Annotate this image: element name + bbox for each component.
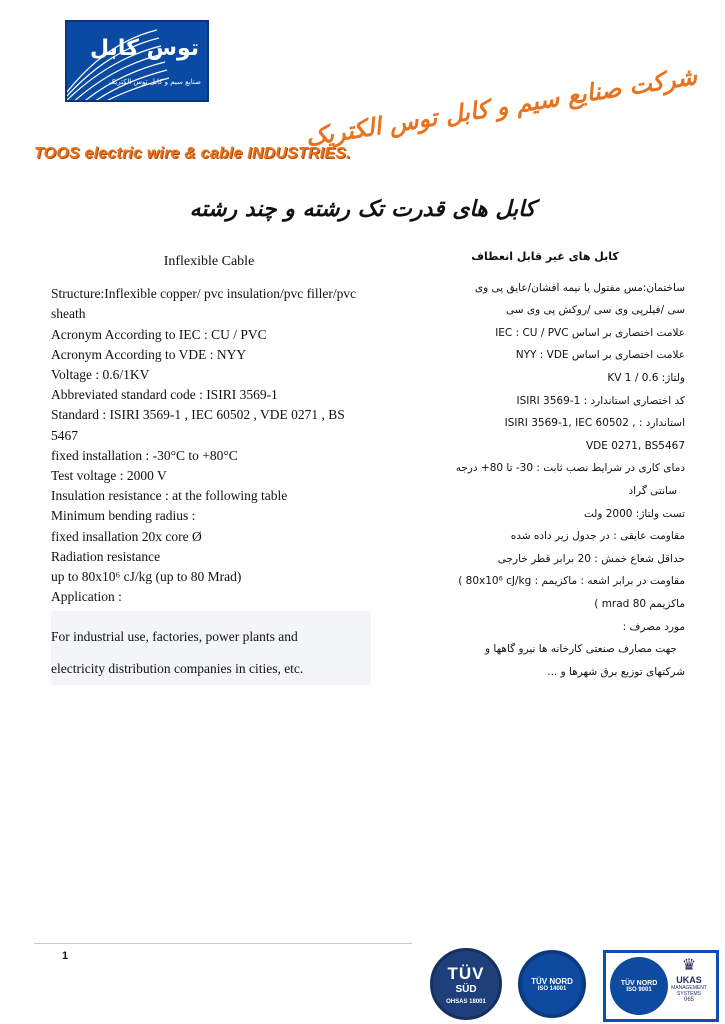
application-line: For industrial use, factories, power plants and <box>51 629 298 645</box>
spec-line-bending-value: fixed insallation 20x core Ø <box>51 528 202 544</box>
fa-line: سانتی گراد <box>628 484 677 497</box>
spec-line-structure: Structure:Inflexible copper/ pvc insulation/pvc filler/pvc sheath <box>51 286 357 322</box>
badge-name: TÜV <box>447 963 485 983</box>
spec-line-iec: Acronym According to IEC : CU / PVC <box>51 326 267 342</box>
fa-line: سی /فیلرپی وی سی /روکش پی وی سی <box>506 304 685 317</box>
fa-line: ساختمان:مس مفتول یا نیمه افشان/عایق پی وی <box>474 281 685 294</box>
fa-line: حداقل شعاع خمش : 20 برابر قطر خارجی <box>497 552 685 565</box>
footer-divider <box>34 943 412 944</box>
english-spec-column <box>51 252 371 685</box>
badge-name: TÜV NORD <box>620 979 658 987</box>
spec-line-installation: fixed installation : -30°C to +80°C <box>51 447 238 463</box>
fa-line: مورد مصرف : <box>622 620 685 633</box>
fa-line: ماکزیمم 80 mrad ) <box>594 597 685 610</box>
english-heading: Inflexible Cable <box>163 254 255 269</box>
ukas-subtitle: MANAGEMENT SYSTEMS <box>671 985 707 997</box>
tuv-nord-iso14001-badge <box>518 950 586 1018</box>
page-title: کابل های قدرت تک رشته و چند رشته <box>189 196 536 222</box>
badge-sub: SÜD <box>455 983 477 995</box>
spec-line-standard: Standard : ISIRI 3569-1 , IEC 60502 , VDE 0271 , BS 5467 <box>51 407 345 443</box>
spec-line-insulation: Insulation resistance : at the following table <box>51 488 288 504</box>
spec-line-test-voltage: Test voltage : 2000 V <box>51 468 167 484</box>
company-logo <box>65 20 209 102</box>
ukas-mark <box>668 957 710 1015</box>
fa-line: مقاومت عایقی : در جدول زیر داده شده <box>510 530 685 543</box>
fa-line: VDE 0271, BS5467 <box>585 439 685 452</box>
company-name-fa: شرکت صنایع سیم و کابل توس الکتریک <box>304 62 700 152</box>
fa-line: کد اختصاری استاندارد : ISIRI 3569-1 <box>516 394 685 407</box>
spec-line-application: Application : <box>51 589 122 605</box>
ukas-number: 065 <box>683 997 694 1003</box>
badge-cert: ISO 14001 <box>537 985 567 992</box>
application-line: electricity distribution companies in cities, etc. <box>51 661 304 677</box>
badge-cert: OHSAS 18001 <box>446 998 486 1005</box>
fa-line: جهت مصارف صنعتی کارخانه ها نیرو گاهها و <box>484 643 677 656</box>
fa-line: علامت اختصاری بر اساس IEC : CU / PVC <box>495 326 685 339</box>
page-number: 1 <box>62 950 69 962</box>
application-box <box>51 611 371 685</box>
fa-line: تست ولتاژ: 2000 ولت <box>583 507 685 520</box>
fa-line: علامت اختصاری بر اساس NYY : VDE <box>515 349 685 362</box>
persian-heading: کابل های غیر قابل انعطاف <box>471 250 619 263</box>
persian-spec-column <box>405 246 685 683</box>
fa-line: شرکتهای توزیع برق شهرها و ... <box>547 665 685 678</box>
spec-line-standard-code: Abbreviated standard code : ISIRI 3569-1 <box>51 387 278 403</box>
logo-lines-graphic <box>67 22 209 102</box>
company-name-en: TOOS electric wire & cable INDUSTRIES. <box>34 145 351 162</box>
fa-line: استاندارد : , ISIRI 3569-1, IEC 60502 <box>504 417 685 430</box>
logo-subtext: صنایع سیم و کابل توس الکتریک <box>109 78 201 86</box>
spec-line-radiation: Radiation resistance <box>51 548 161 564</box>
logo-text: توس کابل <box>89 36 199 61</box>
spec-line-vde: Acronym According to VDE : NYY <box>51 346 247 362</box>
spec-line-bending: Minimum bending radius : <box>51 508 196 524</box>
fa-line: دمای کاری در شرایط نصب ثابت : 30- تا 80+ درجه <box>455 462 685 475</box>
spec-line-voltage: Voltage : 0.6/1KV <box>51 367 150 383</box>
ukas-name: UKAS <box>676 975 702 985</box>
fa-line: مقاومت در برابر اشعه : ماکزیمم : 80x10⁶ cJ/kg ) <box>458 575 685 588</box>
ukas-certification-box <box>603 950 719 1022</box>
spec-line-radiation-value: up to 80x10⁶ cJ/kg (up to 80 Mrad) <box>51 569 242 585</box>
fa-line: ولتاژ: 0.6 / 1 KV <box>607 371 685 384</box>
tuv-sud-badge <box>430 948 502 1020</box>
crown-icon: ♛ <box>681 957 697 974</box>
badge-cert: ISO 9001 <box>626 986 652 993</box>
tuv-nord-iso9001-badge <box>610 957 668 1015</box>
badge-name: TÜV NORD <box>531 976 573 986</box>
